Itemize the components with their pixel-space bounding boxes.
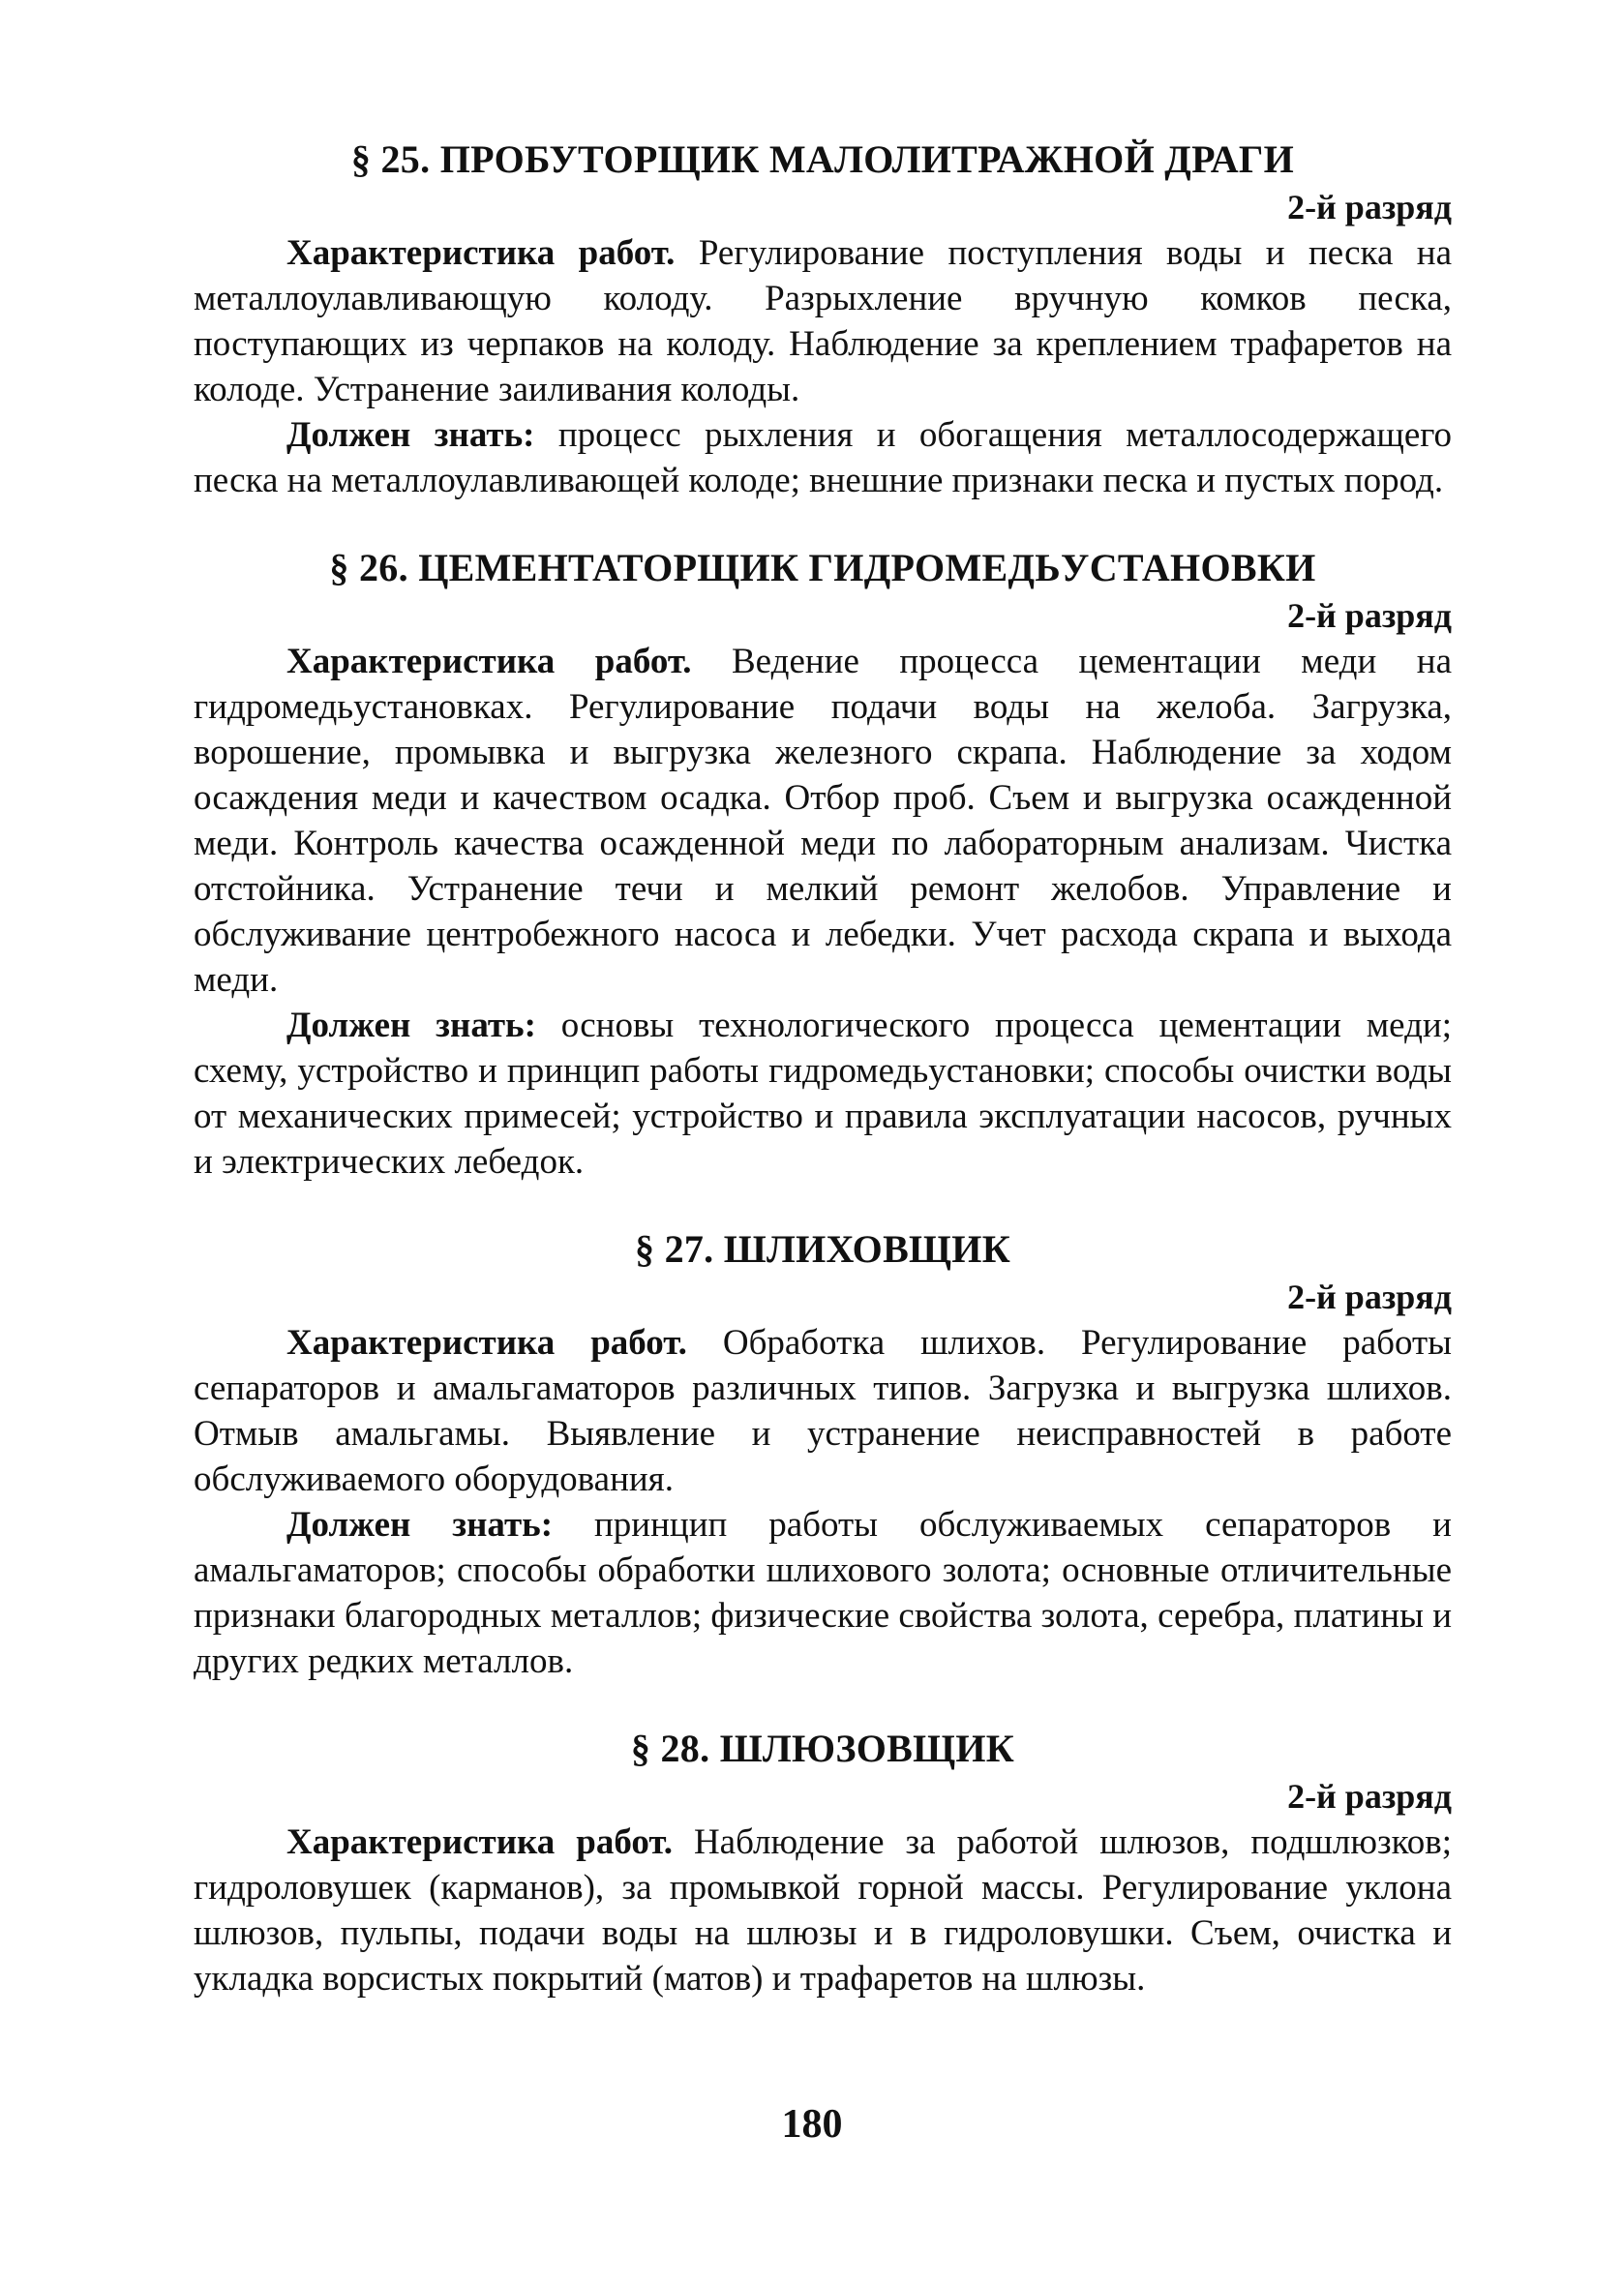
document-page: [194, 135, 1452, 2001]
grade-label: 2-й разряд: [1287, 1278, 1452, 1316]
knowledge-label: Должен знать:: [286, 1505, 554, 1545]
knowledge-paragraph: [194, 1502, 1452, 1684]
characteristic-paragraph: [194, 639, 1452, 1003]
knowledge-paragraph: [194, 1003, 1452, 1185]
characteristic-paragraph: [194, 1320, 1452, 1502]
characteristic-paragraph: [194, 230, 1452, 412]
section-25: [194, 135, 1452, 503]
characteristic-label: Характеристика работ.: [286, 1822, 673, 1862]
section-28: [194, 1725, 1452, 2001]
section-title: § 26. ЦЕМЕНТАТОРЩИК ГИДРОМЕДЬУСТАНОВКИ: [329, 546, 1316, 589]
knowledge-text: принцип работы обслуживаемых сепараторов и амальгаматоров; способы обработки шлихового золота; основные отличительные признаки благородных металлов; физические свойства золота, серебра, платины и других редких металлов.: [194, 1505, 1452, 1681]
characteristic-label: Характеристика работ.: [286, 233, 676, 273]
characteristic-text: Обработка шлихов. Регулирование работы сепараторов и амальгаматоров различных типов. Загрузка и выгрузка шлихов. Отмыв амальгамы. Выявление и устранение неисправностей в работе обслуживаемого оборудования.: [194, 1323, 1452, 1499]
page-number: 180: [781, 2102, 843, 2147]
grade-label: 2-й разряд: [1287, 188, 1452, 226]
characteristic-text: Наблюдение за работой шлюзов, подшлюзков; гидроловушек (карманов), за промывкой горной массы. Регулирование уклона шлюзов, пульпы, подачи воды на шлюзы и в гидроловушки. Съем, очистка и укладка ворсистых покрытий (матов) и трафаретов на шлюзы.: [194, 1822, 1452, 1999]
knowledge-text: основы технологического процесса цементации меди; схему, устройство и принцип работы гидромедьустановки; способы очистки воды от механических примесей; устройство и правила эксплуатации насосов, ручных и электрических лебедок.: [194, 1006, 1452, 1182]
characteristic-text: Ведение процесса цементации меди на гидромедьустановках. Регулирование подачи воды на желоба. Загрузка, ворошение, промывка и выгрузка железного скрапа. Наблюдение за ходом осаждения меди и качеством осадка. Отбор проб. Съем и выгрузка осажденной меди. Контроль качества осажденной меди по лабораторным анализам. Чистка отстойника. Устранение течи и мелкий ремонт желобов. Управление и обслуживание центробежного насоса и лебедки. Учет расхода скрапа и выхода меди.: [194, 642, 1452, 1000]
knowledge-text: процесс рыхления и обогащения металлосодержащего песка на металлоулавливающей колоде; внешние признаки песка и пустых пород.: [194, 415, 1452, 500]
knowledge-label: Должен знать:: [286, 1006, 536, 1045]
section-27: [194, 1225, 1452, 1684]
characteristic-label: Характеристика работ.: [286, 1323, 687, 1363]
knowledge-paragraph: [194, 412, 1452, 503]
characteristic-paragraph: [194, 1820, 1452, 2001]
section-title: § 28. ШЛЮЗОВЩИК: [630, 1727, 1015, 1770]
section-26: [194, 544, 1452, 1185]
grade-label: 2-й разряд: [1287, 1777, 1452, 1816]
knowledge-label: Должен знать:: [286, 415, 535, 455]
section-title: § 27. ШЛИХОВЩИК: [634, 1227, 1011, 1271]
section-title: § 25. ПРОБУТОРЩИК МАЛОЛИТРАЖНОЙ ДРАГИ: [350, 137, 1295, 181]
grade-label: 2-й разряд: [1287, 596, 1452, 635]
characteristic-text: Регулирование поступления воды и песка на металлоулавливающую колоду. Разрыхление вручную комков песка, поступающих из черпаков на колоду. Наблюдение за креплением трафаретов на колоде. Устранение заиливания колоды.: [194, 233, 1453, 409]
characteristic-label: Характеристика работ.: [286, 642, 692, 681]
